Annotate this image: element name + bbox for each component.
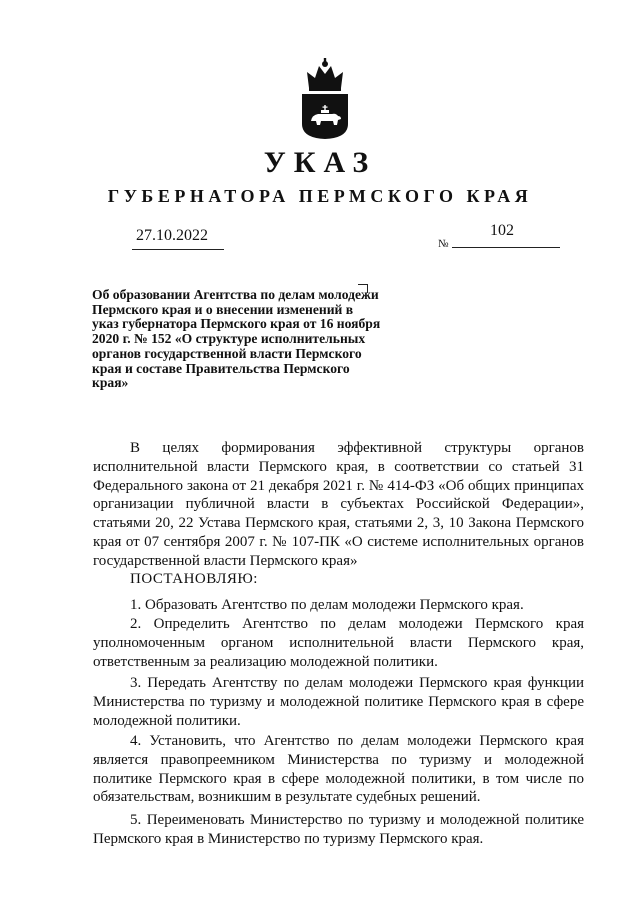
document-subtitle: ГУБЕРНАТОРА ПЕРМСКОГО КРАЯ [107,186,533,206]
decree-number: 102 [490,222,514,239]
decree-item-3: 3. Передать Агентству по делам молодежи Пермского края функции Министерства по туризму и молодежной политике Пермского края в сфере молодежной политики. [93,675,584,729]
decree-item-1: 1. Образовать Агентство по делам молодежи Пермского края. [130,597,524,613]
decree-item-4: 4. Установить, что Агентство по делам молодежи Пермского края является правопреемником Министерства по туризму и молодежной политике Пермского края в сфере молодежной политики, в том числе по обязательствам, возникшим в результате судебных решений. [93,733,584,806]
decree-heading: Об образовании Агентства по делам молодежи Пермского края и о внесении изменений в указ губернатора Пермского края от 16 ноября 2020 г. № 152 «О структуре исполнительных органов государственной власти Пермского края и составе Правительства Пермского края» [92,287,381,391]
decree-word: ПОСТАНОВЛЯЮ: [130,571,258,587]
decree-date: 27.10.2022 [136,227,208,244]
number-underline [452,247,560,248]
date-underline [132,249,224,250]
coat-of-arms-icon [299,58,351,140]
decree-item-5: 5. Переименовать Министерство по туризму и молодежной политике Пермского края в Министерство по туризму Пермского края. [93,812,584,847]
decree-item-2: 2. Определить Агентство по делам молодежи Пермского края уполномоченным органом исполнительной власти Пермского края, ответственным за реализацию молодежной политики. [93,616,584,670]
document-title: УКАЗ [263,146,377,179]
number-sign: № [438,238,449,250]
preamble-paragraph: В целях формирования эффективной структуры органов исполнительной власти Пермского края, в соответствии со статьей 31 Федерального закона от 21 декабря 2021 г. № 414-ФЗ «Об общих принципах организации публичной власти в субъектах Российской Федерации», статьями 20, 22 Устава Пермского края, статьями 2, 3, 10 Закона Пермского края от 07 сентября 2007 г. № 107-ПК «О системе исполнительных органов государственной власти Пермского края» [93,440,584,569]
